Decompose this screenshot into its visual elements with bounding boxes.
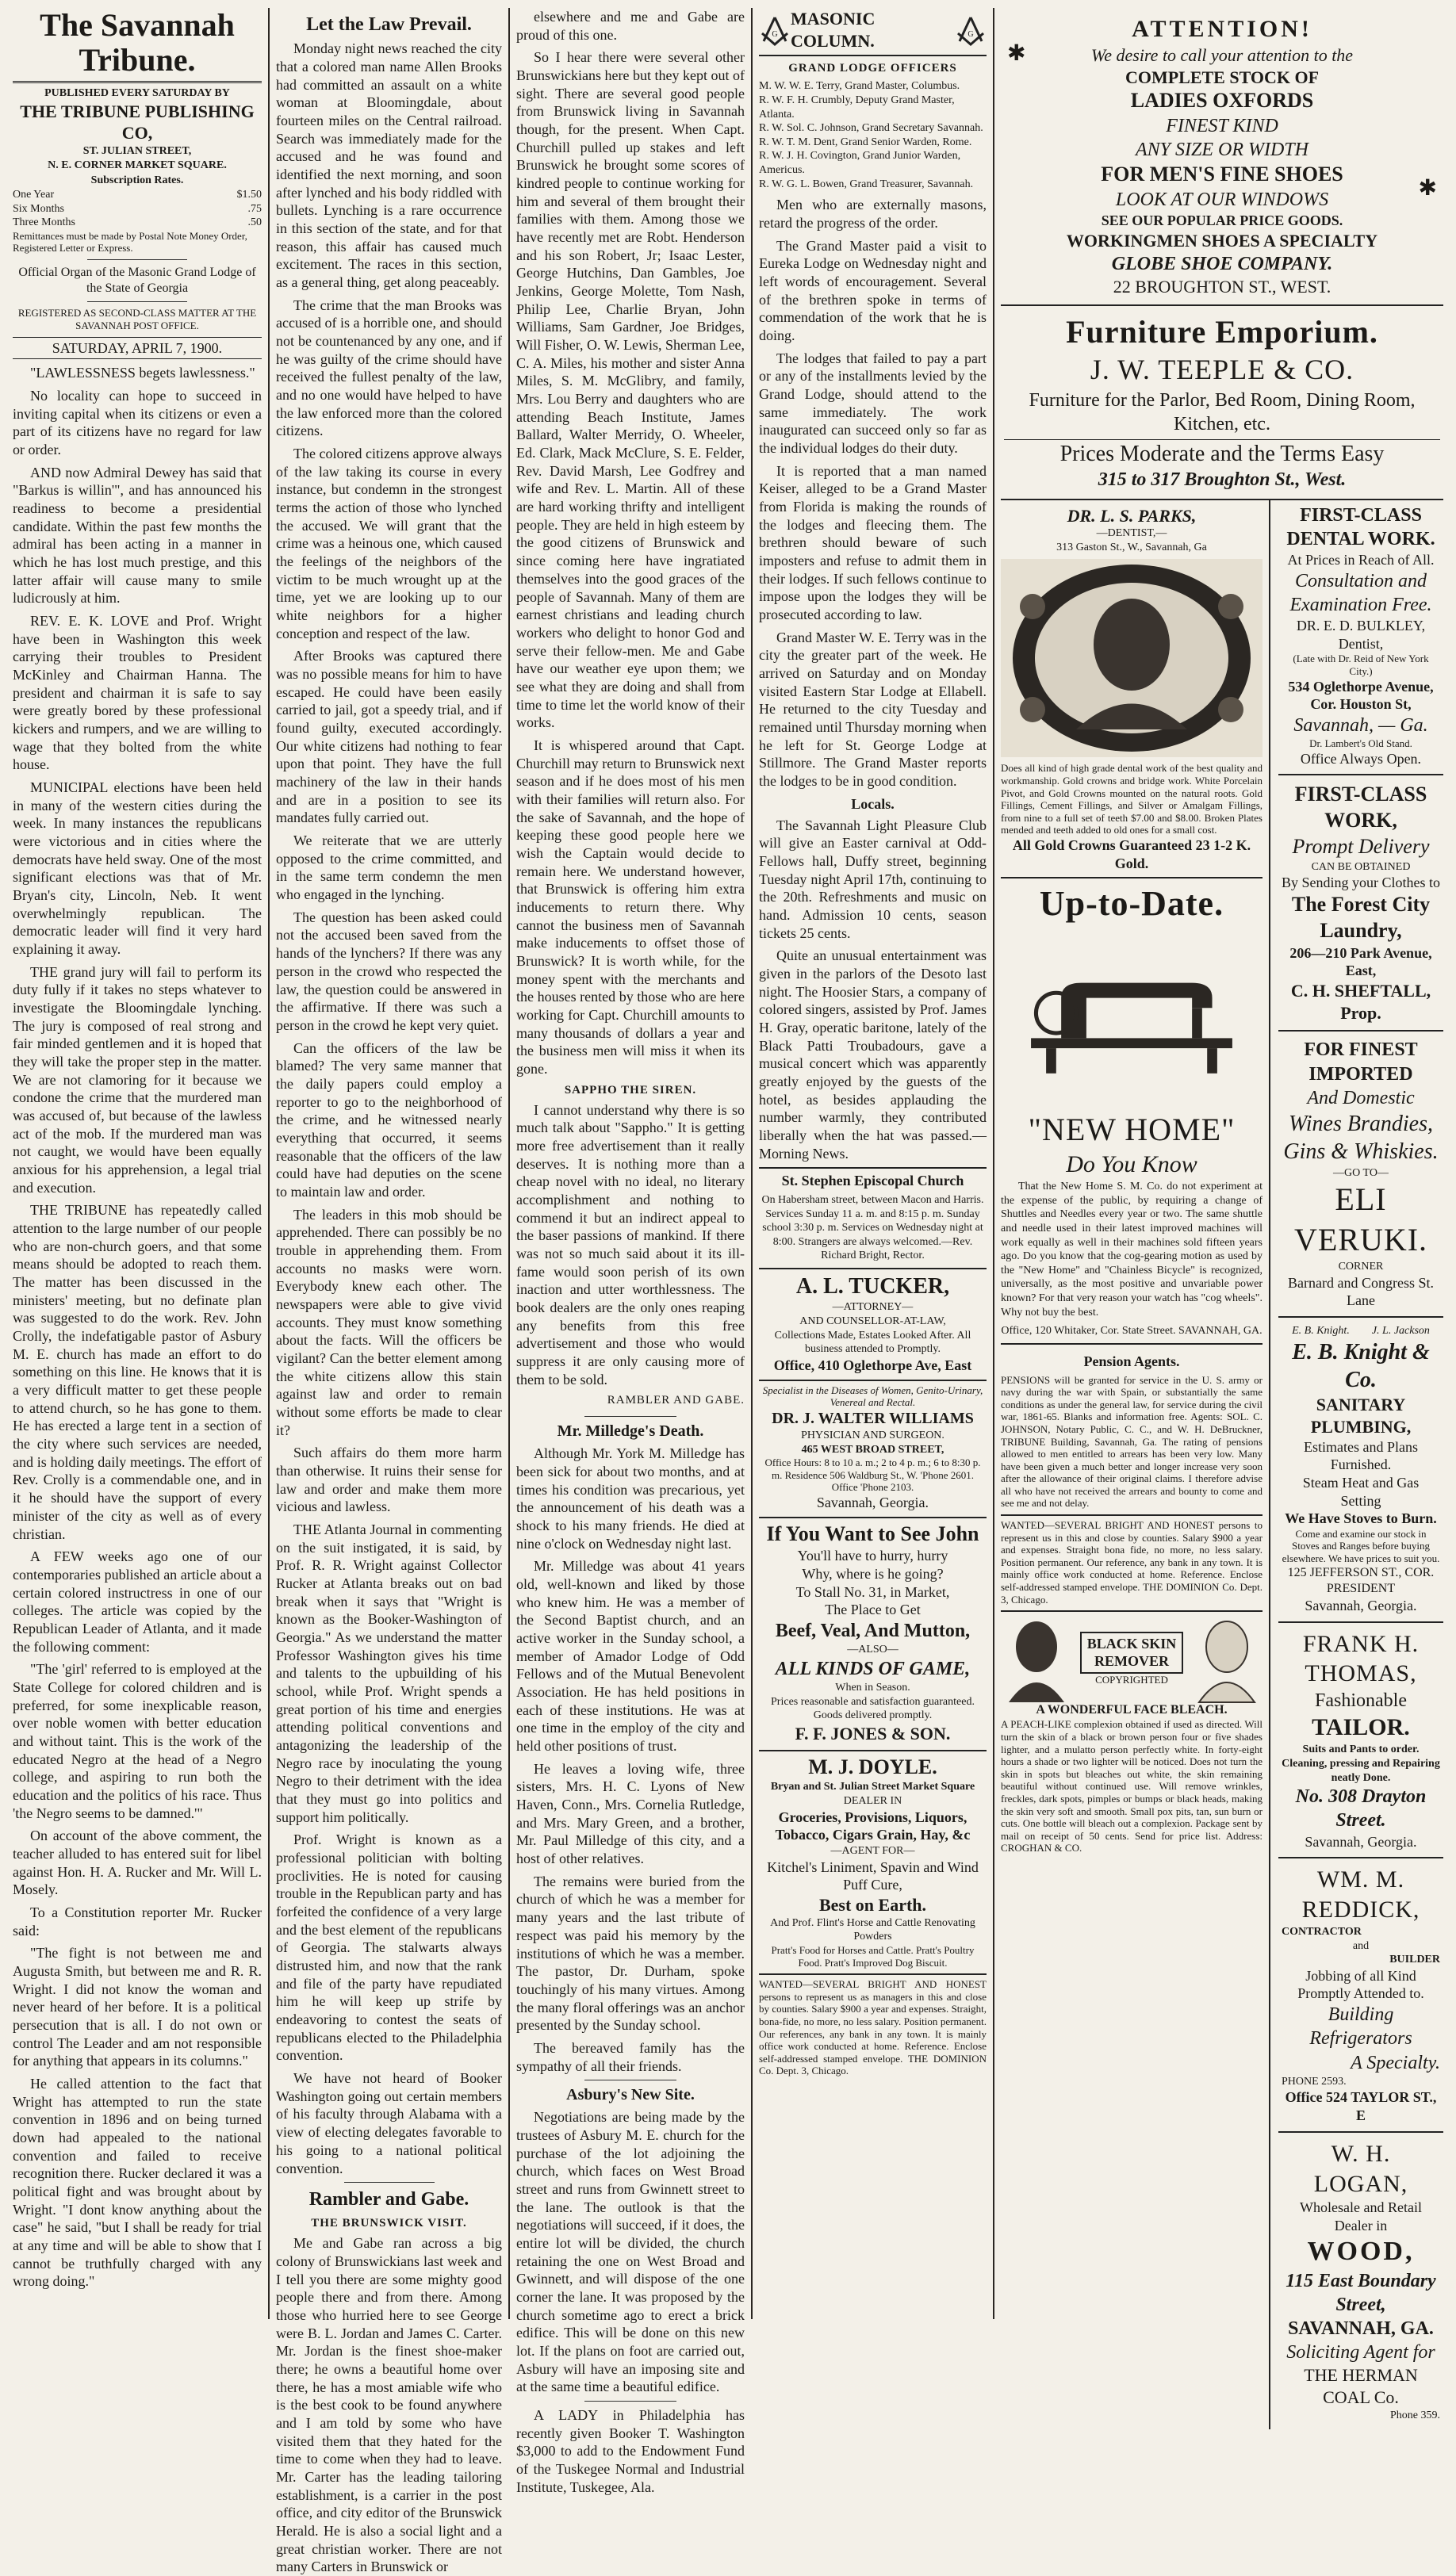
officer: R. W. Sol. C. Johnson, Grand Secretary Savannah. — [759, 122, 983, 135]
attention-working: WORKINGMEN SHOES A SPECIALTY — [1066, 231, 1378, 251]
veruki-wines: Wines Brandies, — [1289, 1112, 1433, 1137]
officer: R. W. T. M. Dent, Grand Senior Warden, Rome. — [759, 136, 972, 148]
svg-text:G: G — [772, 29, 778, 39]
john-also: —ALSO— — [847, 1644, 899, 1656]
uptodate-title: Up-to-Date. — [1039, 884, 1224, 924]
rates-table — [13, 188, 262, 230]
rates-heading: Subscription Rates. — [90, 174, 184, 187]
paragraph: Prof. Wright is known as a professional politician with bolting proclivities. He is noted for causing trouble in the Republican party and has forfeited the confidence of a very large and the best element of the republicans of Georgia. The stalwarts always distrusted him, and now that the rank and file of the party have repudiated him he will keep up strife by endeavoring to contest the seats of republicans elected to the Philadelphia convention. — [276, 1832, 502, 2064]
john-beef: Beef, Veal, And Mutton, — [775, 1621, 971, 1642]
rate-label: Six Months — [13, 202, 64, 215]
reddick-builder: BUILDER — [1389, 1954, 1440, 1966]
reddick-contractor: CONTRACTOR — [1282, 1925, 1362, 1938]
john-season: When in Season. — [835, 1682, 910, 1694]
doyle-goods: Groceries, Provisions, Liquors, Tobacco, Cigars Grain, Hay, &c — [775, 1809, 971, 1843]
pension-text: PENSIONS will be granted for service in the U. S. army or navy during the war with Spain, or substantially the same conditions as under the general law, for service during the civil war, 1861-65. Blanks and information free. Agents: SOL. C. JOHNSON, Notary Public, C. C., and W. H. DeBruckner, TRIBUNE Building, Savannah, Ga. The rating of pensions allowed to men entitled to arrears has been very low. Many have been given a much better and longer increase very soon after the allowance of their original claims. I therefore advise all who have not received the arrears and bounty to come and see me and not delay. — [1001, 1373, 1263, 1510]
divider — [87, 301, 187, 302]
reddick-office: Office 524 TAYLOR ST., E — [1285, 2089, 1437, 2124]
dental-city: Savannah, — Ga. — [1293, 714, 1428, 736]
thomas-tailor: TAILOR. — [1312, 1714, 1410, 1741]
paragraph: elsewhere and me and Gabe are proud of this one. — [516, 9, 745, 43]
parks-title: —DENTIST,— — [1096, 527, 1167, 540]
reddick-job: Jobbing of all Kind Promptly Attended to. — [1297, 1967, 1424, 2002]
john-text: Prices reasonable and satisfaction guaranteed. Goods delivered promptly. — [771, 1695, 975, 1722]
john-game: ALL KINDS OF GAME, — [775, 1658, 971, 1679]
dental-ad — [1278, 500, 1443, 776]
woman-portrait-icon — [1001, 1615, 1072, 1702]
article-subheading: SAPPHO THE SIREN. — [564, 1083, 697, 1097]
thomas-name: FRANK H. THOMAS, — [1302, 1630, 1420, 1687]
williams-hours: Office Hours: 8 to 10 a. m.; 2 to 4 p. m.; 6 to 8:30 p. m. Residence 506 Waldburg St., W. 'Phone 2601. Office 'Phone 2103. — [764, 1456, 981, 1494]
thomas-fash: Fashionable — [1315, 1690, 1407, 1712]
paragraph: Grand Master W. E. Terry was in the city the greater part of the week. He arrived on Saturday and on Monday visited Eastern Star Lodge at Ellabell. He returned to the city Tuesday and remained until Thursday morning when he left for St. George Lodge at Stillmore. The Grand Master reports the lodges to be in good condition. — [759, 629, 987, 790]
paragraph: So I hear there were several other Brunswickians here but they kept out of sight. There are several good people from Brunswick living in Savannah though, for the present. When Capt. Churchill pulled up stakes and left Brunswick he brought some scores of kindred people to continue working for him and several of them brought their families with them. Among those we have recently met are Robt. Henderson and his son Robert, Jr; Isaac Lester, George Hutchins, Dan Gambles, Joe Jenkins, George Molette, Tom Nash, Philip Lee, Charlie Bryan, John Williams, Sam Gardner, Joe Bridges, Will Fisher, O. W. Lewis, Sherman Lee, C. A. Miles, his mother and sister Anna Miles, S. M. McGlibry, and family, Mrs. Lou Berry and daughters who are attending Beach Institute, James Ballard, Walter Merridy, O. Wheeler, Ed. Clark, Mack McClure, S. E. Felder, Rev. David Marsh, Lee Godfrey and wife and Rev. L. Martin. All of these are hard working thrifty and intelligent people. They are held in high esteem by the good citizens of Brunswick and since coming here have ingratiated themselves into the good graces of the people of Savannah. Many of them are earnest christians and leading church workers who delight to honor God and serve their fellow-men. Me and Gabe have our weather eye upon them; we see what they are doing and shall from time to time let the world know of their works. — [516, 49, 745, 731]
bleach-ad — [1001, 1610, 1263, 1854]
newhome-office: Office, 120 Whitaker, Cor. State Street. SAVANNAH, GA. — [1001, 1325, 1263, 1338]
attention-mens: FOR MEN'S FINE SHOES — [1101, 163, 1343, 186]
thomas-city: Savannah, Georgia. — [1305, 1833, 1417, 1850]
williams-city: Savannah, Georgia. — [816, 1494, 929, 1510]
knight-text: Come and examine our stock in Stoves and Ranges before buying elsewhere. We have prices to suit you. — [1282, 1527, 1440, 1565]
parks-text: Does all kind of high grade dental work of the best quality and workmanship. Gold crowns and bridge work. White Porcelain Pivot, and Gold Crowns mounted on the natural roots. Gold Fillings, Cement Fillings, and Silver or Amalgam Fillings, from nine to a full set of teeth $7.00 and $8.00. Broken Plates mended and teeth added to old ones for a small cost. — [1001, 762, 1263, 836]
publisher-corner: N. E. CORNER MARKET SQUARE. — [48, 159, 227, 171]
furniture-name: J. W. TEEPLE & CO. — [1090, 354, 1354, 386]
attention-any: ANY SIZE OR WIDTH — [1135, 140, 1308, 161]
knight-est: Estimates and Plans Furnished. — [1304, 1438, 1418, 1473]
laundry-addr: 206—210 Park Avenue, East, — [1289, 944, 1432, 979]
face-bleach-title: A WONDERFUL FACE BLEACH. — [1036, 1703, 1228, 1717]
laundry-ad — [1278, 775, 1443, 1032]
tucker-office: Office, 410 Oglethorpe Ave, East — [773, 1357, 972, 1373]
paragraph: I cannot understand why there is so much talk about "Sappho." It is getting more free advertisement than it really deserves. It is nothing more than a cheap novel with no ideal, no literary accomplishment and nothing to commend it but an indirect appeal to the baser passions of mankind. If there was not so much said about it its ill-fame would soon perish of its own inaction and utter worthlessness. The book dealers are the only ones reaping any benefits from this free advertisement and those who would suppress it are only causing more of them to be sold. — [516, 1101, 745, 1388]
laundry-can: CAN BE OBTAINED — [1311, 860, 1411, 873]
logan-addr: 115 East Boundary Street, — [1285, 2270, 1436, 2315]
john-ad — [759, 1517, 987, 1745]
reddick-ref: Building Refrigerators — [1309, 2004, 1412, 2050]
paragraph: REV. E. K. LOVE and Prof. Wright have been in Washington this week carrying their troubles to President McKinley and Chairman Hanna. The president and chairman it is safe to say were greatly bored by these professional kickers and rumpers, and we are willing to wage that they bolted from the white house. — [13, 612, 262, 773]
paragraph: Monday night news reached the city that a colored man name Allen Brooks had committed an assault on a white woman at Bloomingdale, about fourteen miles on the Central railroad. Search was immediately made for the accused and he was found and identified the next morning, and soon after lynched and his body riddled with bullets. Lynching is a rare occurrence in this section of the state, and for that reason, this affair has caused much excitement. The races in this section, as a general thing, get along peaceably. — [276, 40, 502, 290]
paragraph: The remains were buried from the church of which he was a member for many years and the last tribute of respect was paid his memory by the institutions of which he was a member. The pastor, Dr. Durham, spoke touchingly of his many virtues. Among the many floral offerings was an anchor presented by the Sunday school. — [516, 1873, 745, 2034]
paragraph: On account of the above comment, the teacher alluded to has entered suit for libel against Hon. H. A. Rucker and Mr. Will L. Mosely. — [13, 1828, 262, 1898]
column-5 — [994, 8, 1450, 2421]
paragraph: We reiterate that we are utterly opposed to the crime committed, and in the same term condemn the men who engaged in the lynching. — [276, 833, 502, 903]
laundry-prompt: Prompt Delivery — [1292, 834, 1430, 858]
logan-name: W. H. LOGAN, — [1313, 2140, 1408, 2197]
doyle-name: M. J. DOYLE. — [808, 1755, 937, 1778]
masonic-header — [759, 8, 987, 56]
paragraph: The Grand Master paid a visit to Eureka Lodge on Wednesday night and left words of encouragement. Several of the brethren spoke in terms of commendation of the work that he is doing. — [759, 237, 987, 344]
paragraph: After Brooks was captured there was no possible means for him to have escaped. He could have been easily carried to jail, got a speedy trial, and if found guilty, executed accordingly. Our white citizens had nothing to fear upon that point. They have the full machinery of the law in their hands and are in a position to see its mandates fully carried out. — [276, 648, 502, 826]
laundry-title: FIRST-CLASS WORK, — [1294, 783, 1427, 833]
star-ornament-icon: ✱ — [1418, 176, 1437, 201]
wanted-ad: WANTED—SEVERAL BRIGHT AND HONEST persons to represent us as managers in this and close by counties. Salary $900 a year and expenses. Straight, bona-fide, no more, no less salary. Position permanent. Our references, any bank in any town. It is mainly office work conducted at home. Reference. Enclose self-addressed stamped envelope. THE DOMINION Co. Dept. 3, Chicago. — [759, 1973, 987, 2077]
logan-phone: Phone 359. — [1390, 2409, 1440, 2421]
veruki-go: —GO TO— — [1333, 1166, 1389, 1179]
logan-wood: WOOD, — [1307, 2236, 1415, 2266]
attention-oxfords: LADIES OXFORDS — [1130, 89, 1314, 113]
furniture-ad — [1001, 306, 1443, 500]
shoe-ad — [1001, 8, 1443, 306]
reddick-spec: A Specialty. — [1351, 2052, 1440, 2073]
thomas-addr: No. 308 Drayton Street. — [1295, 1786, 1427, 1832]
doyle-addr: Bryan and St. Julian Street Market Square — [770, 1781, 975, 1793]
paragraph: Although Mr. York M. Milledge has been sick for about two months, and at times his condition was precarious, yet the announcement of his death was a shock to his many friends. He died at nine o'clock on Wednesday night last. — [516, 1445, 745, 1552]
column-5-left — [1001, 500, 1270, 2429]
doyle-dealer: DEALER IN — [843, 1795, 902, 1808]
paragraph: Me and Gabe ran across a big colony of Brunswickians last week and I tell you there are some mighty good people there and from there. Among those who hurried here to see George were B. L. Jordan and James C. Carter. Mr. Jordan is the finest shoe-maker there; he owns a beautiful home over there, he has a most amiable wife who is the best cook to be found anywhere and I am told by some who have visited them that they hated for the time to come when they had to leave. Mr. Carter has the leading tailoring establishment, is a carrier in the post office, and city editor of the Brunswick Herald. He is also a social light and a great christian worker. There are not many Carters in Brunswick or — [276, 2235, 502, 2575]
john-firm: F. F. JONES & SON. — [795, 1723, 951, 1743]
veruki-ad — [1278, 1032, 1443, 1318]
masonic-title: MASONIC COLUMN. — [791, 9, 876, 51]
paragraph: THE TRIBUNE has repeatedly called attention to the large number of our people who are non-church goers, and that some means should be adopted to reach them. The matter has been discussed in the ministers' meeting, but no definate plan was suggested to do the work. Rev. John Crolly, the indefatigable pastor of Asbury M. E. church has made an effort to do something on this line. He knows that it is a very difficult matter to get these people to attend church, so he has gone to them. He has erected a large tent in a section of the city where such services are needed, and is holding daily meetings. The effort of Rev. Crolly is a commendable one, and in it he should have the support of every minister of the city as well as of every christian. — [13, 1202, 262, 1542]
williams-name: DR. J. WALTER WILLIAMS — [772, 1409, 974, 1427]
paragraph: Can the officers of the law be blamed? The very same manner that the daily papers could employ a reporter to go to the neighborhood of the crime, and he witnessed nearly everything that occurred, it seems reasonable that the officers of the law could have had deputies on the scene to maintain law and order. — [276, 1039, 502, 1200]
paragraph: A LADY in Philadelphia has recently given Booker T. Washington $3,000 to add to the Endowment Fund of the Tuskegee Normal and Industrial Institute, Tuskegee, Ala. — [516, 2407, 745, 2495]
divider — [584, 2401, 676, 2402]
column-2 — [270, 8, 508, 2575]
issue-date: SATURDAY, APRIL 7, 1900. — [13, 337, 262, 360]
reddick-phone: PHONE 2593. — [1282, 2075, 1347, 2088]
wanted-ad: WANTED—SEVERAL BRIGHT AND HONEST persons to represent us in this and close by counties. Salary $900 a year and expenses. Straight bona fide, no more, no less salary. Position permanent. Our reference, any bank in any town. It is mainly office work conducted at home. Reference. Enclose self-addressed stamped envelope. THE DOMINION Co. Dept. 3, Chicago. — [1001, 1514, 1263, 1606]
knight-city: Savannah, Georgia. — [1305, 1597, 1417, 1613]
article-heading: Asbury's New Site. — [566, 2086, 695, 2104]
attention-see: SEE OUR POPULAR PRICE GOODS. — [1101, 212, 1343, 229]
remit-note: Remittances must be made by Postal Note Money Order, Registered Letter or Express. — [13, 229, 247, 255]
publisher-line: PUBLISHED EVERY SATURDAY BY — [44, 87, 230, 99]
rate-row — [13, 216, 262, 230]
laundry-by: By Sending your Clothes to — [1282, 875, 1441, 891]
column-3 — [510, 8, 751, 2495]
knight-ad — [1278, 1318, 1443, 1623]
masthead: The Savannah Tribune. — [13, 8, 262, 83]
thomas-text: Suits and Pants to order. Cleaning, pressing and Repairing neatly Done. — [1282, 1743, 1440, 1784]
new-home-ad — [1001, 877, 1263, 1338]
divider — [344, 2182, 435, 2183]
paragraph: The leaders in this mob should be apprehended. There can possibly be no trouble in apprehending them. From accounts no masks were worn. Everybody knew each other. The newspapers were able to give vivid accounts. They must know something about the facts. Will the officers be vigilant? Can the better element among the white citizens allow this stain against law and order to remain without some efforts be made to clear it? — [276, 1206, 502, 1438]
paragraph: "LAWLESSNESS begets lawlessness." — [30, 365, 255, 381]
dental-open: Office Always Open. — [1300, 750, 1422, 767]
paragraph: It is reported that a man named Keiser, alleged to be a Grand Master from Florida is making the rounds of the lodges and fleecing them. The brethren should beware of such imposters and refuse to admit them in their lodges. If such fellows continue to impose upon the lodges they will be prosecuted according to law. — [759, 462, 987, 623]
paragraph: The crime that the man Brooks was accused of is a horrible one, and should not be countenanced by any one, and if he was guilty of the crime should have received the fullest penalty of the law, and no one would have helped to have the law enforced more than the colored citizens. — [276, 297, 502, 439]
attention-addr: 22 BROUGHTON ST., WEST. — [1113, 277, 1331, 297]
divider — [87, 259, 187, 260]
attention-look: LOOK AT OUR WINDOWS — [1115, 189, 1329, 211]
paragraph: AND now Admiral Dewey has said that "Barkus is willin'", and has announced his readiness to become a presidential candidate. Within the past few months the admiral has been acting in a manner in which he has lost much prestige, and this latter affair will cause many to smile ludicrously at him. — [13, 464, 262, 607]
divider — [584, 1416, 676, 1417]
tucker-title: —ATTORNEY— — [832, 1301, 914, 1314]
locals-heading: Locals. — [851, 795, 895, 812]
doyle-agent: —AGENT FOR— — [830, 1845, 915, 1858]
logan-city: SAVANNAH, GA. — [1288, 2318, 1434, 2339]
officers-heading: GRAND LODGE OFFICERS — [788, 62, 957, 75]
paragraph: Negotiations are being made by the trustees of Asbury M. E. church for the purchase of the lot adjoining the church, which faces on West Broad street and runs from Gwinnett street to the lane. The outlook is that the negotiations will succeed, if it does, the entire lot will be divided, the church retaining the one on West Broad and Gwinnett, and will dispose of the one corner the lane. It was proposed by the church sometime ago to erect a brick edifice. This will be done on this new lot. If the plans on foot are carried out, Asbury will have an imposing site and at the same time a beautiful edifice. — [516, 2109, 745, 2395]
svg-text:G: G — [967, 29, 974, 39]
furniture-prices: Prices Moderate and the Terms Easy — [1004, 439, 1440, 468]
official-organ: Official Organ of the Masonic Grand Lodge of the State of Georgia — [18, 266, 256, 296]
paragraph: A FEW weeks ago one of our contemporaries published an article about a certain colored instructress in one of our colleges. The article was copied by the Republican Leader of Atlanta, and it made the following comment: — [13, 1548, 262, 1655]
tucker-name: A. L. TUCKER, — [795, 1274, 950, 1299]
paragraph: No locality can hope to succeed in inviting capital when its citizens or even a part of its citizens have no regard for law or order. — [13, 387, 262, 457]
square-compass-icon — [759, 14, 791, 46]
rate-price: .75 — [247, 202, 262, 215]
dentist-portrait-image — [1001, 559, 1263, 757]
paragraph: Men who are externally masons, retard the progress of the order. — [759, 197, 987, 231]
john-line: You'll have to hurry, hurry — [797, 1548, 948, 1564]
veruki-corner: CORNER — [1338, 1260, 1384, 1273]
paragraph: "The fight is not between me and Augusta Smith, but between me and R. R. Wright. I did not know the woman and never heard of her before. It is a political persecution that is all. I do not own or control The Leader and am not responsible for anything that appears in its columns." — [13, 1945, 262, 2069]
publisher-street: ST. JULIAN STREET, — [82, 145, 192, 158]
doyle-kitchel: Kitchel's Liniment, Spavin and Wind Puff Cure, — [767, 1858, 979, 1893]
newhome-title: "NEW HOME" — [1028, 1111, 1236, 1147]
paragraph: THE Atlanta Journal in commenting on the suit instigated, it is said, by Prof. R. R. Wright against Collector Rucker at Atlanta breaks out on bad break when it says that "Wright is known as the Booker-Washington of Georgia." As we understand the matter Professor Washington gives his time and talents to the upbuilding of his school, while Prof. Wright spends a great portion of his time and energies attending political conventions and antagonizing the leadership of the Negro race by inoculating the young Negro to their detriment with the idea that they must go into politics and support him politically. — [276, 1521, 502, 1825]
doyle-ad — [759, 1750, 987, 1969]
black-skin-title: BLACK SKIN REMOVER — [1080, 1632, 1183, 1674]
article-heading: Let the Law Prevail. — [306, 14, 472, 35]
church-text: On Habersham street, between Macon and Harris. Services Sunday 11 a. m. and 8:15 p. m. Sunday school 3:30 p. m. Services on Wednesday night at 8:00. Strangers are always welcomed.—Rev. Richard Bright, Rector. — [761, 1193, 984, 1262]
veruki-gins: Gins & Whiskies. — [1283, 1139, 1439, 1165]
paragraph: The colored citizens approve always of the law taking its course in every instance, but condemn in the strongest terms the action of those who lynched the accused. We will grant that the crime was a heinous one, which caused the feelings of the neighbors of the victim to be much wrought up at the time, yet we are looking up to our white neighbors for a higher conception and respect of the law. — [276, 446, 502, 641]
dental-prices: At Prices in Reach of All. — [1287, 551, 1435, 568]
williams-special: Specialist in the Diseases of Women, Genito-Urinary, Venereal and Rectal. — [762, 1384, 983, 1409]
parks-addr: 313 Gaston St., W., Savannah, Ga — [1056, 541, 1207, 553]
dental-dr: DR. E. D. BULKLEY, Dentist, — [1296, 618, 1426, 652]
woman-portrait-icon — [1191, 1615, 1263, 1702]
officer: M. W. W. E. Terry, Grand Master, Columbus. — [759, 80, 960, 93]
dental-late: (Late with Dr. Reid of New York City.) — [1293, 653, 1429, 678]
furniture-desc: Furniture for the Parlor, Bed Room, Dining Room, Kitchen, etc. — [1029, 389, 1416, 434]
paragraph: The lodges that failed to pay a part or any of the installments levied by the Grand Lodge, should attend to the same immediately. The work inaugurated can succeed only so far as the individual lodges do their duty. — [759, 350, 987, 457]
veruki-title: FOR FINEST IMPORTED — [1304, 1039, 1418, 1085]
logan-coal: THE HERMAN COAL Co. — [1304, 2365, 1418, 2408]
attention-title: ATTENTION! — [1132, 16, 1312, 42]
copyrighted: COPYRIGHTED — [1095, 1674, 1168, 1686]
tucker-ad — [759, 1268, 987, 1374]
paragraph: The Savannah Light Pleasure Club will give an Easter carnival at Odd-Fellows hall, Duffy street, beginning Tuesday night April 17th, continuing to the 20th. Refreshments and music on hand. Admission 10 cents, season tickets 25 cents. — [759, 817, 987, 941]
signature: RAMBLER AND GABE. — [607, 1394, 745, 1407]
star-ornament-icon: ✱ — [1007, 41, 1026, 66]
knight-stoves: We Have Stoves to Burn. — [1285, 1510, 1437, 1527]
paragraph: We have not heard of Booker Washington going out certain members of his faculty through Alabama with a view of electing delegates favorable to his going to a national political convention. — [276, 2070, 502, 2176]
thomas-ad — [1278, 1623, 1443, 1859]
john-head: If You Want to See John — [766, 1521, 979, 1545]
church-heading: St. Stephen Episcopal Church — [759, 1167, 987, 1190]
dental-title: FIRST-CLASS DENTAL WORK. — [1286, 504, 1435, 549]
williams-ad — [759, 1380, 987, 1512]
attention-globe: GLOBE SHOE COMPANY. — [1111, 253, 1333, 274]
dental-consult: Consultation and Examination Free. — [1289, 570, 1432, 615]
paragraph: He called attention to the fact that Wright has attempted to run the state convention in 1896 and on being turned down had appealed to the national convention and failed to receive recognition there. Rucker declared it was a political fight and was brought about by Wright. "I dont know anything about the case" he said, "but I shall be ready for trial at any time and will be able to show that I cannot be truthfully charged with any wrong doing." — [13, 2075, 262, 2290]
doyle-pratt: Pratt's Food for Horses and Cattle. Pratt's Poultry Food. Pratt's Improved Dog Biscuit. — [771, 1943, 975, 1969]
veruki-name: ELI VERUKI. — [1293, 1181, 1428, 1257]
article-subheading: THE BRUNSWICK VISIT. — [311, 2217, 467, 2230]
column-1 — [6, 8, 268, 2319]
officer: R. W. J. H. Covington, Grand Junior Warden, Americus. — [759, 150, 961, 177]
rate-row — [13, 188, 262, 202]
rate-row — [13, 202, 262, 216]
bleach-text: A PEACH-LIKE complexion obtained if used as directed. Will turn the skin of a black or brown person four or five shades lighter, and a mulatto person perfectly white. In forty-eight hours a shade or two lighter will be noticed. Does not turn the skin in spots but bleaches out white, the skin remaining beautiful without continued use. Will remove wrinkles, freckles, dark spots, pimples or bumps or black heads, making the skin very soft and smooth. Small pox pits, tan, sun burn or cuts. One bottle will bleach out a complexion. Package sent by mail on receipt of 50 cents. Send for price list. Address: CROGHAN & CO. — [1001, 1718, 1263, 1854]
parks-name: DR. L. S. PARKS, — [1067, 505, 1197, 526]
knight-names: E. B. Knight. J. L. Jackson — [1292, 1324, 1430, 1337]
parks-gold: All Gold Crowns Guaranteed 23 1-2 K. Gold. — [1012, 837, 1251, 871]
officer: R. W. F. H. Crumbly, Deputy Grand Master, Atlanta. — [759, 94, 955, 121]
williams-title: PHYSICIAN AND SURGEON. — [801, 1429, 944, 1441]
reddick-name: WM. M. REDDICK, — [1301, 1866, 1420, 1923]
paragraph: The question has been asked could not the accused been saved from the hands of the lynchers? If there was any person in the crowd who respected the law, the question could be answered in the affirmative. If there was such a person in the crowd he kept very quiet. — [276, 909, 502, 1033]
dental-addr: 534 Oglethorpe Avenue, Cor. Houston St, — [1288, 678, 1434, 713]
article-heading: Rambler and Gabe. — [308, 2189, 469, 2210]
john-line: The Place to Get — [825, 1602, 921, 1618]
paragraph: To a Constitution reporter Mr. Rucker said: — [13, 1904, 262, 1939]
logan-solicit: Soliciting Agent for — [1286, 2342, 1435, 2364]
square-compass-icon — [955, 14, 987, 46]
furniture-addr: 315 to 317 Broughton St., West. — [1098, 469, 1347, 491]
paragraph: Quite an unusual entertainment was given in the parlors of the Desoto last night. The Hoosier Stars, a company of colored singers, assisted by Prof. James H. Gray, operatic baritone, lately of the Black Patti Troubadours, gave a musical concert which was apparently greatly enjoyed by the guests of the hotel, as besides applauding the number warmly, they contributed liberally when the hat was passed.—Morning News. — [759, 947, 987, 1162]
paragraph: Such affairs do them more harm than otherwise. It ruins their sense for law and order and make them more vicious and lawless. — [276, 1445, 502, 1515]
pension-head: Pension Agents. — [1083, 1353, 1180, 1369]
rate-label: One Year — [13, 188, 55, 201]
parks-ad — [1001, 505, 1263, 873]
newhome-text: That the New Home S. M. Co. do not experiment at the expense of the public, by requiring a change of Shuttles and Needles every year or two. The same shuttle and needle used in their latest improved machines will work equally as well in their machines sold fifteen years ago. Do you know that the cog-gearing motion as used by the "New Home" and "Chainless Bicycle" is recognized, universally, as the most positive and unvariable power known? For that very reason your watch has "cog wheels". Why not buy the best. — [1001, 1181, 1263, 1319]
williams-addr: 465 WEST BROAD STREET, — [801, 1443, 944, 1456]
paragraph: It is whispered around that Capt. Churchill may return to Brunswick next season and if he does most of his men with their families will return also. For the sake of Savannah, and the hope of keeping these good people here we wish the Captain would decide to remain here. We understand however, that Brunswick is offering him extra inducements to return there. Why cannot the business men of Savannah make inducements to offset those of Brunswick? It is worth while, for the money spent with the merchants and the houses rented by those who are here working for Capt. Churchill amounts to many thousands of dollars a year and the business men will miss it when its gone. — [516, 737, 745, 1077]
dental-old: Dr. Lambert's Old Stand. — [1309, 737, 1412, 750]
paragraph: "The 'girl' referred to is employed at the State College for colored children and is preferred, for some inexplicable reason, over noble women with better education and without taint. This is the work of the educated Negro at the head of a Negro college, and aspiring to run both the education and the politics of his race. Thus 'the Negro seems to be damned.'" — [13, 1661, 262, 1821]
rate-price: $1.50 — [236, 188, 262, 201]
column-6 — [1278, 500, 1443, 2429]
rate-label: Three Months — [13, 216, 75, 229]
veruki-addr: Barnard and Congress St. Lane — [1288, 1274, 1434, 1309]
logan-whole: Wholesale and Retail Dealer in — [1300, 2199, 1422, 2234]
reddick-and: and — [1352, 1939, 1370, 1952]
rate-price: .50 — [247, 216, 262, 229]
pension-ad — [1001, 1343, 1263, 1510]
registered-note: REGISTERED AS SECOND-CLASS MATTER AT THE SAVANNAH POST OFFICE. — [17, 307, 257, 331]
furniture-title: Furniture Emporium. — [1066, 313, 1378, 350]
doyouknow: Do You Know — [1066, 1151, 1197, 1178]
knight-steam: Steam Heat and Gas Setting — [1302, 1474, 1420, 1509]
paragraph: MUNICIPAL elections have been held in many of the western cities during the week. In many instances the republicans were victorious and in cities where the democrats have held sway. One of the most significant elections was that of Mr. Bryan's city, Lincoln, Neb. It went overwhelmingly republican. The democratic leader will find it very hard explaining it away. — [13, 779, 262, 957]
tucker-text: Collections Made, Estates Looked After. All business attended to Promptly. — [774, 1329, 971, 1356]
publisher-name: THE TRIBUNE PUBLISHING CO, — [20, 101, 255, 144]
doyle-flint: And Prof. Flint's Horse and Cattle Renovating Powders — [770, 1916, 975, 1943]
column-4 — [753, 8, 993, 2319]
reddick-ad — [1278, 1858, 1443, 2132]
officer: R. W. G. L. Bowen, Grand Treasurer, Savannah. — [759, 178, 974, 190]
john-line: To Stall No. 31, in Market, — [795, 1583, 950, 1600]
doyle-best: Best on Earth. — [818, 1895, 927, 1916]
paragraph: THE grand jury will fail to perform its duty fully if it takes no steps whatever to investigate the Bloomingdale lynching. The jury is composed of real strong and fair minded gentlemen and it is hoped that they will take the proper step in the matter. We are not clamoring for it because we condone the crime that the murdered man was accused of, but because of the lawless act of the mob. If the murdered man was not caught, we would have been equally anxious for his apprehension, a legal trial and execution. — [13, 963, 262, 1196]
veruki-and: And Domestic — [1307, 1087, 1415, 1108]
john-line: Why, where is he going? — [802, 1566, 944, 1582]
tucker-sub: AND COUNSELLOR-AT-LAW, — [799, 1315, 946, 1327]
knight-sanitary: SANITARY PLUMBING, — [1310, 1395, 1412, 1437]
paragraph: He leaves a loving wife, three sisters, Mrs. H. C. Lyons of New Haven, Conn., Mrs. Cornelia Rutledge, and Mrs. Mary Green, and a brother, Mr. Paul Milledge of this city, and a host of other relatives. — [516, 1760, 745, 1867]
article-heading: Mr. Milledge's Death. — [557, 1422, 704, 1441]
knight-addr: 125 JEFFERSON ST., COR. PRESIDENT — [1287, 1565, 1435, 1595]
paragraph: The bereaved family has the sympathy of all their friends. — [516, 2039, 745, 2074]
laundry-name: The Forest City Laundry, — [1291, 893, 1431, 942]
attention-sub: We desire to call your attention to the — [1090, 44, 1354, 65]
attention-complete: COMPLETE STOCK OF — [1125, 67, 1320, 87]
knight-firm: E. B. Knight & Co. — [1292, 1339, 1430, 1392]
logan-ad — [1278, 2133, 1443, 2429]
attention-finest: FINEST KIND — [1166, 115, 1278, 136]
laundry-prop: C. H. SHEFTALL, Prop. — [1290, 980, 1431, 1023]
paragraph: Mr. Milledge was about 41 years old, well-known and liked by those who knew him. He was a member of the Second Baptist church, and an active worker in the Sunday school, a member of Amador Lodge of Odd Fellows and of the Mutual Benevolent Association. He has held positions in each of these institutions. He was at one time in the employ of the city and held other positions of trust. — [516, 1558, 745, 1755]
sewing-machine-image — [1001, 931, 1263, 1105]
